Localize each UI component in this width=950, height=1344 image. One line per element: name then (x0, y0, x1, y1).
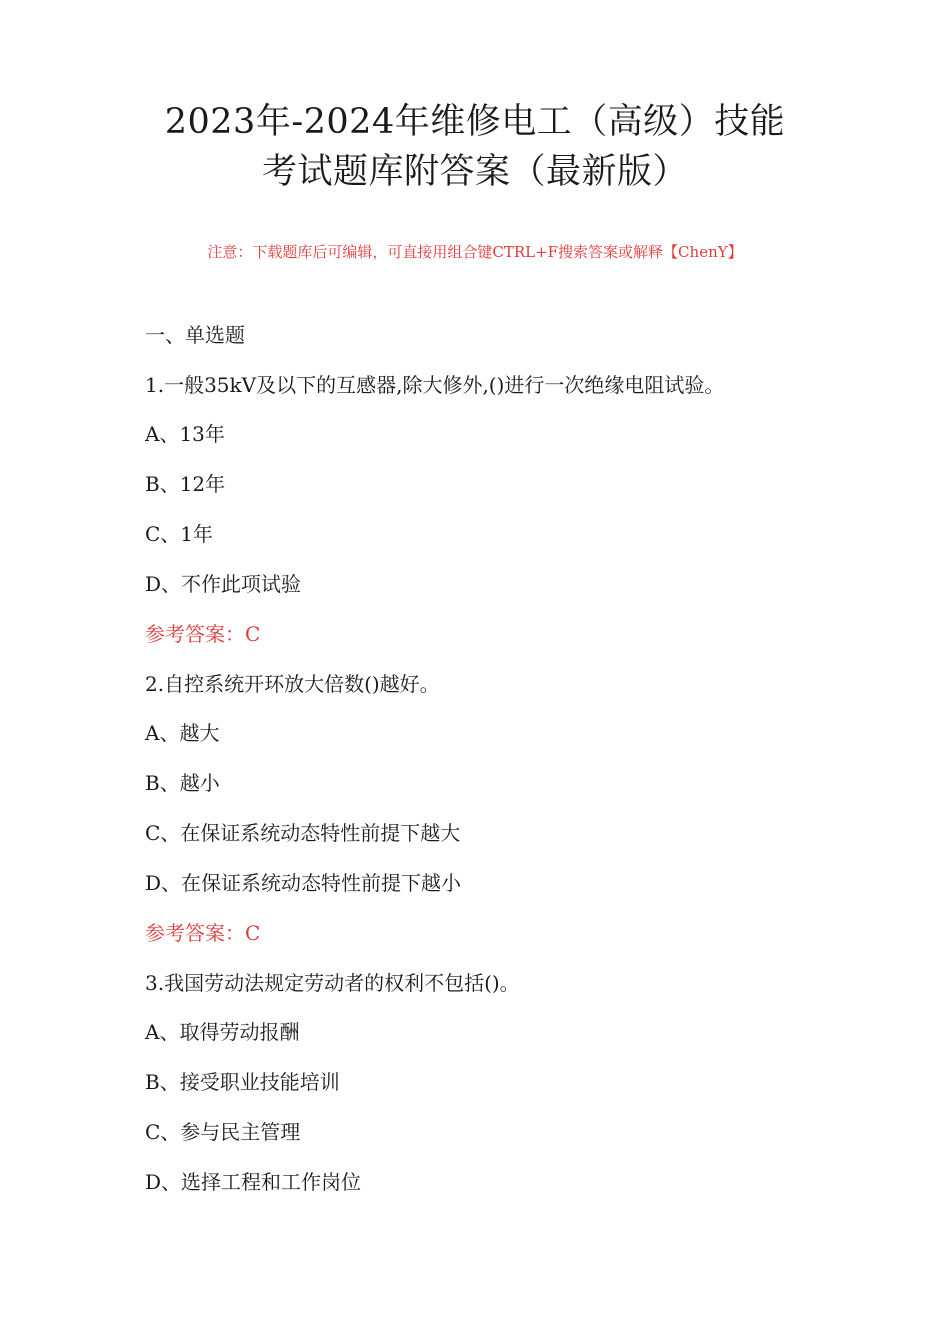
download-notice: 注意：下载题库后可编辑，可直接用组合键CTRL+F搜索答案或解释【ChenY】 (207, 243, 743, 261)
question-2-option-c: C、在保证系统动态特性前提下越大 (145, 821, 461, 845)
question-1-option-d: D、不作此项试验 (145, 572, 302, 596)
question-1-option-c: C、1年 (145, 522, 214, 546)
question-2-answer: 参考答案：C (145, 921, 261, 945)
question-1-stem: 1.一般35kV及以下的互感器,除大修外,()进行一次绝缘电阻试验。 (145, 373, 725, 397)
question-3-option-a: A、取得劳动报酬 (145, 1020, 300, 1044)
document-title-line-1: 2023年-2024年维修电工（高级）技能 (164, 102, 786, 142)
question-2-option-d: D、在保证系统动态特性前提下越小 (145, 871, 462, 895)
question-2-stem: 2.自控系统开环放大倍数()越好。 (145, 672, 440, 696)
question-1-option-b: B、12年 (145, 472, 226, 496)
question-3-option-c: C、参与民主管理 (145, 1120, 301, 1144)
document-title-line-2: 考试题库附答案（最新版） (261, 152, 688, 192)
question-1-answer: 参考答案：C (145, 622, 261, 646)
question-3-stem: 3.我国劳动法规定劳动者的权利不包括()。 (145, 971, 520, 995)
question-3-option-d: D、选择工程和工作岗位 (145, 1170, 362, 1194)
question-2-option-a: A、越大 (145, 721, 220, 745)
section-heading: 一、单选题 (145, 323, 245, 347)
question-3-option-b: B、接受职业技能培训 (145, 1070, 340, 1094)
question-1-option-a: A、13年 (145, 422, 225, 446)
question-2-option-b: B、越小 (145, 771, 220, 795)
